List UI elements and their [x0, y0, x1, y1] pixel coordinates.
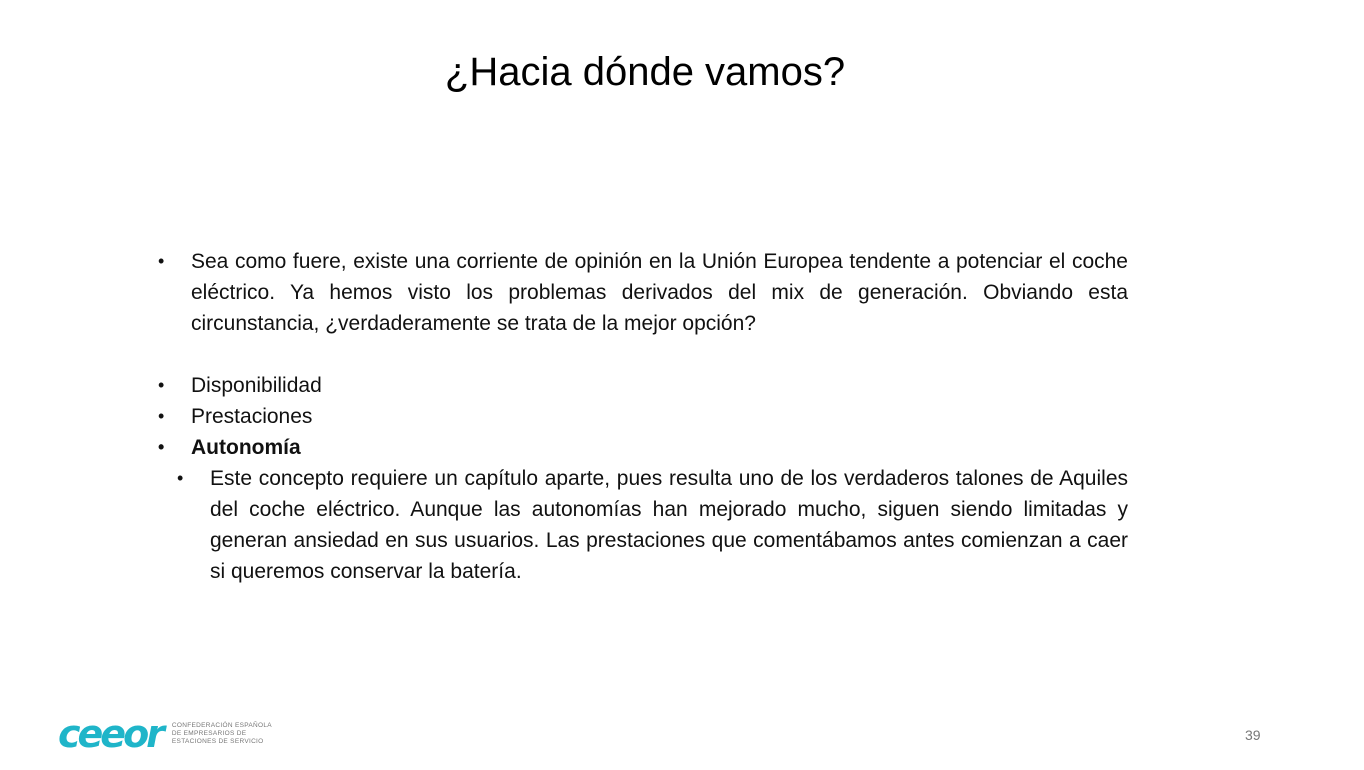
bullet-autonomia: • Autonomía: [158, 432, 1128, 463]
logo-caption: [172, 722, 272, 746]
slide-title: ¿Hacia dónde vamos?: [444, 50, 846, 94]
slide-content: [158, 246, 1128, 587]
bullet-list: [158, 246, 1128, 463]
bullet-disponibilidad: • Disponibilidad: [158, 370, 1128, 401]
bullet-prestaciones: • Prestaciones: [158, 401, 1128, 432]
intro-bullet: • Sea como fuere, existe una corriente de opinión en la Unión Europea tendente a potenciar el coche eléctrico. Ya hemos visto los problemas derivados del mix de generación. Obviando esta circunstancia, ¿verdaderamente se trata de la mejor opción?: [158, 246, 1128, 339]
logo-line: ESTACIONES DE SERVICIO: [171, 738, 264, 745]
logo-line: CONFEDERACIÓN ESPAÑOLA: [171, 722, 272, 729]
sub-bullet-autonomia: • Este concepto requiere un capítulo aparte, pues resulta uno de los verdaderos talones de Aquiles del coche eléctrico. Aunque las autonomías han mejorado mucho, siguen siendo limitadas y generan ansiedad en sus usuarios. Las prestaciones que comentábamos antes comienzan a caer si queremos conservar la batería.: [125, 463, 1128, 587]
logo-line: DE EMPRESARIOS DE: [171, 730, 247, 737]
ceees-logo: [58, 712, 272, 756]
logo-mark: ceeor: [58, 712, 162, 756]
page-number: 39: [1245, 727, 1261, 743]
sub-bullet-list: [158, 463, 1128, 587]
